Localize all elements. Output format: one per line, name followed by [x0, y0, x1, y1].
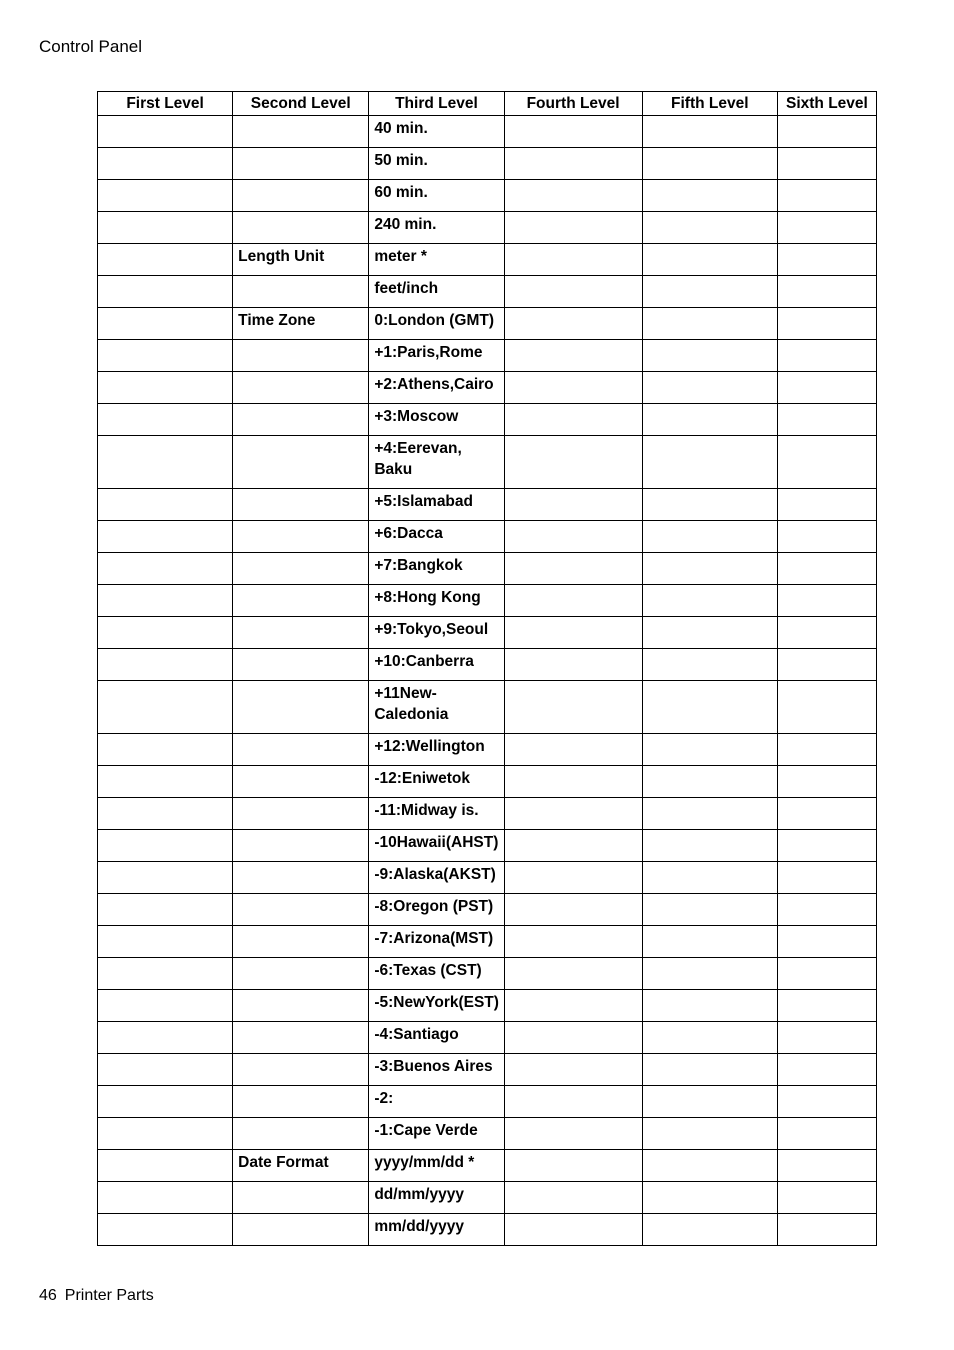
- cell-first-level: [98, 212, 233, 244]
- cell-sixth-level: [777, 1150, 876, 1182]
- table-row: [98, 372, 877, 404]
- cell-second-level: [233, 276, 369, 308]
- table-row: [98, 1086, 877, 1118]
- table-row: [98, 521, 877, 553]
- column-header-second-level: Second Level: [233, 92, 369, 116]
- cell-sixth-level: [777, 585, 876, 617]
- cell-second-level: [233, 1086, 369, 1118]
- cell-fifth-level: [642, 212, 777, 244]
- cell-first-level: [98, 894, 233, 926]
- cell-fourth-level: [504, 766, 642, 798]
- cell-fourth-level: [504, 926, 642, 958]
- cell-fifth-level: [642, 862, 777, 894]
- cell-second-level: [233, 617, 369, 649]
- cell-sixth-level: [777, 180, 876, 212]
- table-header-row: [98, 92, 877, 116]
- cell-second-level: [233, 180, 369, 212]
- cell-third-level: +1:Paris,Rome: [369, 340, 504, 372]
- cell-fourth-level: [504, 553, 642, 585]
- cell-fifth-level: [642, 1118, 777, 1150]
- column-header-sixth-level: Sixth Level: [777, 92, 876, 116]
- page-number: 46: [39, 1287, 57, 1304]
- cell-sixth-level: [777, 798, 876, 830]
- cell-fifth-level: [642, 1086, 777, 1118]
- table-row: [98, 180, 877, 212]
- table-row: [98, 1022, 877, 1054]
- cell-fourth-level: [504, 1214, 642, 1246]
- cell-second-level: [233, 372, 369, 404]
- cell-sixth-level: [777, 958, 876, 990]
- cell-fourth-level: [504, 862, 642, 894]
- table-row: [98, 276, 877, 308]
- cell-third-level: -10Hawaii(AHST): [369, 830, 504, 862]
- cell-sixth-level: [777, 1214, 876, 1246]
- cell-first-level: [98, 308, 233, 340]
- cell-second-level: Date Format: [233, 1150, 369, 1182]
- cell-fifth-level: [642, 894, 777, 926]
- cell-fifth-level: [642, 489, 777, 521]
- cell-fifth-level: [642, 798, 777, 830]
- cell-second-level: [233, 1054, 369, 1086]
- cell-fifth-level: [642, 276, 777, 308]
- cell-first-level: [98, 553, 233, 585]
- cell-third-level: +12:Wellington: [369, 734, 504, 766]
- cell-fourth-level: [504, 244, 642, 276]
- cell-first-level: [98, 798, 233, 830]
- cell-fourth-level: [504, 649, 642, 681]
- cell-fourth-level: [504, 404, 642, 436]
- cell-fourth-level: [504, 1118, 642, 1150]
- cell-second-level: [233, 148, 369, 180]
- cell-fourth-level: [504, 372, 642, 404]
- table-row: [98, 1182, 877, 1214]
- cell-first-level: [98, 436, 233, 489]
- cell-first-level: [98, 404, 233, 436]
- cell-third-level: +10:Canberra: [369, 649, 504, 681]
- page-footer: [39, 1287, 154, 1305]
- cell-third-level: +8:Hong Kong: [369, 585, 504, 617]
- cell-first-level: [98, 617, 233, 649]
- table-row: [98, 244, 877, 276]
- cell-first-level: [98, 244, 233, 276]
- table-row: [98, 553, 877, 585]
- cell-third-level: 240 min.: [369, 212, 504, 244]
- table-row: [98, 340, 877, 372]
- cell-sixth-level: [777, 766, 876, 798]
- cell-third-level: 0:London (GMT): [369, 308, 504, 340]
- table-row: [98, 148, 877, 180]
- cell-fifth-level: [642, 244, 777, 276]
- cell-first-level: [98, 1054, 233, 1086]
- table-row: [98, 830, 877, 862]
- cell-first-level: [98, 862, 233, 894]
- cell-third-level: yyyy/mm/dd *: [369, 1150, 504, 1182]
- cell-fifth-level: [642, 1182, 777, 1214]
- table-row: [98, 308, 877, 340]
- cell-first-level: [98, 830, 233, 862]
- cell-third-level: -5:NewYork(EST): [369, 990, 504, 1022]
- cell-sixth-level: [777, 617, 876, 649]
- cell-third-level: -4:Santiago: [369, 1022, 504, 1054]
- cell-second-level: [233, 830, 369, 862]
- cell-sixth-level: [777, 148, 876, 180]
- table-row: [98, 894, 877, 926]
- cell-fifth-level: [642, 830, 777, 862]
- cell-second-level: [233, 116, 369, 148]
- cell-fifth-level: [642, 734, 777, 766]
- table-row: [98, 862, 877, 894]
- cell-sixth-level: [777, 862, 876, 894]
- cell-sixth-level: [777, 308, 876, 340]
- column-header-fifth-level: Fifth Level: [642, 92, 777, 116]
- table-row: [98, 1118, 877, 1150]
- cell-fifth-level: [642, 308, 777, 340]
- cell-first-level: [98, 276, 233, 308]
- cell-first-level: [98, 1214, 233, 1246]
- cell-sixth-level: [777, 1054, 876, 1086]
- cell-fifth-level: [642, 1022, 777, 1054]
- cell-third-level: -3:Buenos Aires: [369, 1054, 504, 1086]
- cell-sixth-level: [777, 734, 876, 766]
- cell-sixth-level: [777, 212, 876, 244]
- cell-third-level: mm/dd/yyyy: [369, 1214, 504, 1246]
- cell-third-level: +5:Islamabad: [369, 489, 504, 521]
- table-row: [98, 1214, 877, 1246]
- cell-first-level: [98, 1022, 233, 1054]
- cell-first-level: [98, 340, 233, 372]
- cell-fifth-level: [642, 617, 777, 649]
- cell-fifth-level: [642, 404, 777, 436]
- cell-first-level: [98, 521, 233, 553]
- cell-third-level: +3:Moscow: [369, 404, 504, 436]
- cell-sixth-level: [777, 1118, 876, 1150]
- cell-first-level: [98, 958, 233, 990]
- cell-first-level: [98, 1182, 233, 1214]
- cell-fifth-level: [642, 585, 777, 617]
- cell-sixth-level: [777, 926, 876, 958]
- cell-fifth-level: [642, 1214, 777, 1246]
- cell-fourth-level: [504, 990, 642, 1022]
- cell-second-level: [233, 1182, 369, 1214]
- cell-sixth-level: [777, 553, 876, 585]
- cell-second-level: [233, 212, 369, 244]
- cell-second-level: [233, 585, 369, 617]
- cell-sixth-level: [777, 990, 876, 1022]
- cell-fifth-level: [642, 148, 777, 180]
- cell-first-level: [98, 116, 233, 148]
- cell-third-level: -9:Alaska(AKST): [369, 862, 504, 894]
- table-row: [98, 766, 877, 798]
- cell-fifth-level: [642, 926, 777, 958]
- cell-sixth-level: [777, 404, 876, 436]
- table-row: [98, 958, 877, 990]
- cell-fourth-level: [504, 276, 642, 308]
- cell-fifth-level: [642, 180, 777, 212]
- table-row: [98, 404, 877, 436]
- column-header-fourth-level: Fourth Level: [504, 92, 642, 116]
- cell-sixth-level: [777, 1086, 876, 1118]
- cell-second-level: Length Unit: [233, 244, 369, 276]
- cell-fifth-level: [642, 436, 777, 489]
- cell-second-level: Time Zone: [233, 308, 369, 340]
- table-row: [98, 990, 877, 1022]
- cell-third-level: 40 min.: [369, 116, 504, 148]
- cell-fourth-level: [504, 681, 642, 734]
- cell-first-level: [98, 372, 233, 404]
- cell-fifth-level: [642, 340, 777, 372]
- table-row: [98, 1054, 877, 1086]
- cell-sixth-level: [777, 116, 876, 148]
- cell-fourth-level: [504, 308, 642, 340]
- cell-second-level: [233, 926, 369, 958]
- cell-fourth-level: [504, 958, 642, 990]
- cell-first-level: [98, 766, 233, 798]
- cell-third-level: -8:Oregon (PST): [369, 894, 504, 926]
- table-row: [98, 926, 877, 958]
- cell-sixth-level: [777, 1022, 876, 1054]
- cell-first-level: [98, 681, 233, 734]
- cell-fifth-level: [642, 958, 777, 990]
- cell-fourth-level: [504, 521, 642, 553]
- cell-first-level: [98, 180, 233, 212]
- cell-third-level: +2:Athens,Cairo: [369, 372, 504, 404]
- cell-fourth-level: [504, 489, 642, 521]
- cell-third-level: -12:Eniwetok: [369, 766, 504, 798]
- cell-second-level: [233, 436, 369, 489]
- cell-second-level: [233, 1022, 369, 1054]
- cell-fifth-level: [642, 553, 777, 585]
- cell-sixth-level: [777, 340, 876, 372]
- cell-sixth-level: [777, 489, 876, 521]
- cell-third-level: -1:Cape Verde: [369, 1118, 504, 1150]
- cell-first-level: [98, 1118, 233, 1150]
- table-body: [98, 116, 877, 1246]
- cell-second-level: [233, 649, 369, 681]
- cell-fifth-level: [642, 372, 777, 404]
- column-header-third-level: Third Level: [369, 92, 504, 116]
- cell-second-level: [233, 521, 369, 553]
- cell-third-level: feet/inch: [369, 276, 504, 308]
- cell-fifth-level: [642, 649, 777, 681]
- cell-third-level: +11New-Caledonia: [369, 681, 504, 734]
- cell-sixth-level: [777, 1182, 876, 1214]
- table-row: [98, 649, 877, 681]
- cell-fourth-level: [504, 212, 642, 244]
- column-header-first-level: First Level: [98, 92, 233, 116]
- table-row: [98, 798, 877, 830]
- cell-fourth-level: [504, 180, 642, 212]
- cell-third-level: -6:Texas (CST): [369, 958, 504, 990]
- table-row: [98, 212, 877, 244]
- cell-first-level: [98, 649, 233, 681]
- table-row: [98, 585, 877, 617]
- cell-fourth-level: [504, 798, 642, 830]
- cell-fourth-level: [504, 830, 642, 862]
- cell-third-level: dd/mm/yyyy: [369, 1182, 504, 1214]
- cell-second-level: [233, 553, 369, 585]
- cell-fifth-level: [642, 521, 777, 553]
- cell-first-level: [98, 489, 233, 521]
- cell-sixth-level: [777, 894, 876, 926]
- cell-third-level: +6:Dacca: [369, 521, 504, 553]
- cell-first-level: [98, 734, 233, 766]
- table-row: [98, 436, 877, 489]
- cell-fourth-level: [504, 436, 642, 489]
- cell-fourth-level: [504, 116, 642, 148]
- cell-third-level: +9:Tokyo,Seoul: [369, 617, 504, 649]
- cell-second-level: [233, 404, 369, 436]
- cell-fifth-level: [642, 1054, 777, 1086]
- table-row: [98, 1150, 877, 1182]
- cell-fifth-level: [642, 1150, 777, 1182]
- cell-fourth-level: [504, 1054, 642, 1086]
- cell-sixth-level: [777, 436, 876, 489]
- cell-fourth-level: [504, 617, 642, 649]
- cell-sixth-level: [777, 830, 876, 862]
- cell-first-level: [98, 585, 233, 617]
- cell-third-level: +7:Bangkok: [369, 553, 504, 585]
- cell-fourth-level: [504, 1086, 642, 1118]
- cell-sixth-level: [777, 681, 876, 734]
- cell-fifth-level: [642, 681, 777, 734]
- cell-fourth-level: [504, 894, 642, 926]
- cell-fifth-level: [642, 990, 777, 1022]
- cell-fourth-level: [504, 585, 642, 617]
- page-header: Control Panel: [39, 37, 143, 56]
- cell-second-level: [233, 958, 369, 990]
- cell-second-level: [233, 489, 369, 521]
- cell-fourth-level: [504, 734, 642, 766]
- cell-second-level: [233, 1118, 369, 1150]
- cell-fourth-level: [504, 1182, 642, 1214]
- cell-third-level: -7:Arizona(MST): [369, 926, 504, 958]
- table-row: [98, 734, 877, 766]
- cell-second-level: [233, 894, 369, 926]
- cell-third-level: meter *: [369, 244, 504, 276]
- cell-first-level: [98, 926, 233, 958]
- cell-third-level: -2:: [369, 1086, 504, 1118]
- cell-fourth-level: [504, 1150, 642, 1182]
- cell-sixth-level: [777, 372, 876, 404]
- cell-third-level: 60 min.: [369, 180, 504, 212]
- cell-second-level: [233, 734, 369, 766]
- cell-fourth-level: [504, 1022, 642, 1054]
- cell-fourth-level: [504, 148, 642, 180]
- cell-first-level: [98, 1086, 233, 1118]
- table-row: [98, 489, 877, 521]
- cell-second-level: [233, 766, 369, 798]
- cell-sixth-level: [777, 244, 876, 276]
- cell-third-level: -11:Midway is.: [369, 798, 504, 830]
- table-row: [98, 617, 877, 649]
- cell-second-level: [233, 990, 369, 1022]
- table-row: [98, 116, 877, 148]
- cell-second-level: [233, 681, 369, 734]
- cell-fifth-level: [642, 116, 777, 148]
- cell-second-level: [233, 798, 369, 830]
- menu-structure-table: [97, 91, 877, 1246]
- table-row: [98, 681, 877, 734]
- cell-third-level: 50 min.: [369, 148, 504, 180]
- cell-sixth-level: [777, 276, 876, 308]
- cell-first-level: [98, 148, 233, 180]
- cell-first-level: [98, 990, 233, 1022]
- chapter-title: Printer Parts: [64, 1287, 154, 1304]
- cell-second-level: [233, 340, 369, 372]
- cell-fifth-level: [642, 766, 777, 798]
- cell-fourth-level: [504, 340, 642, 372]
- cell-sixth-level: [777, 521, 876, 553]
- cell-second-level: [233, 1214, 369, 1246]
- cell-first-level: [98, 1150, 233, 1182]
- cell-sixth-level: [777, 649, 876, 681]
- cell-third-level: +4:Eerevan, Baku: [369, 436, 504, 489]
- cell-second-level: [233, 862, 369, 894]
